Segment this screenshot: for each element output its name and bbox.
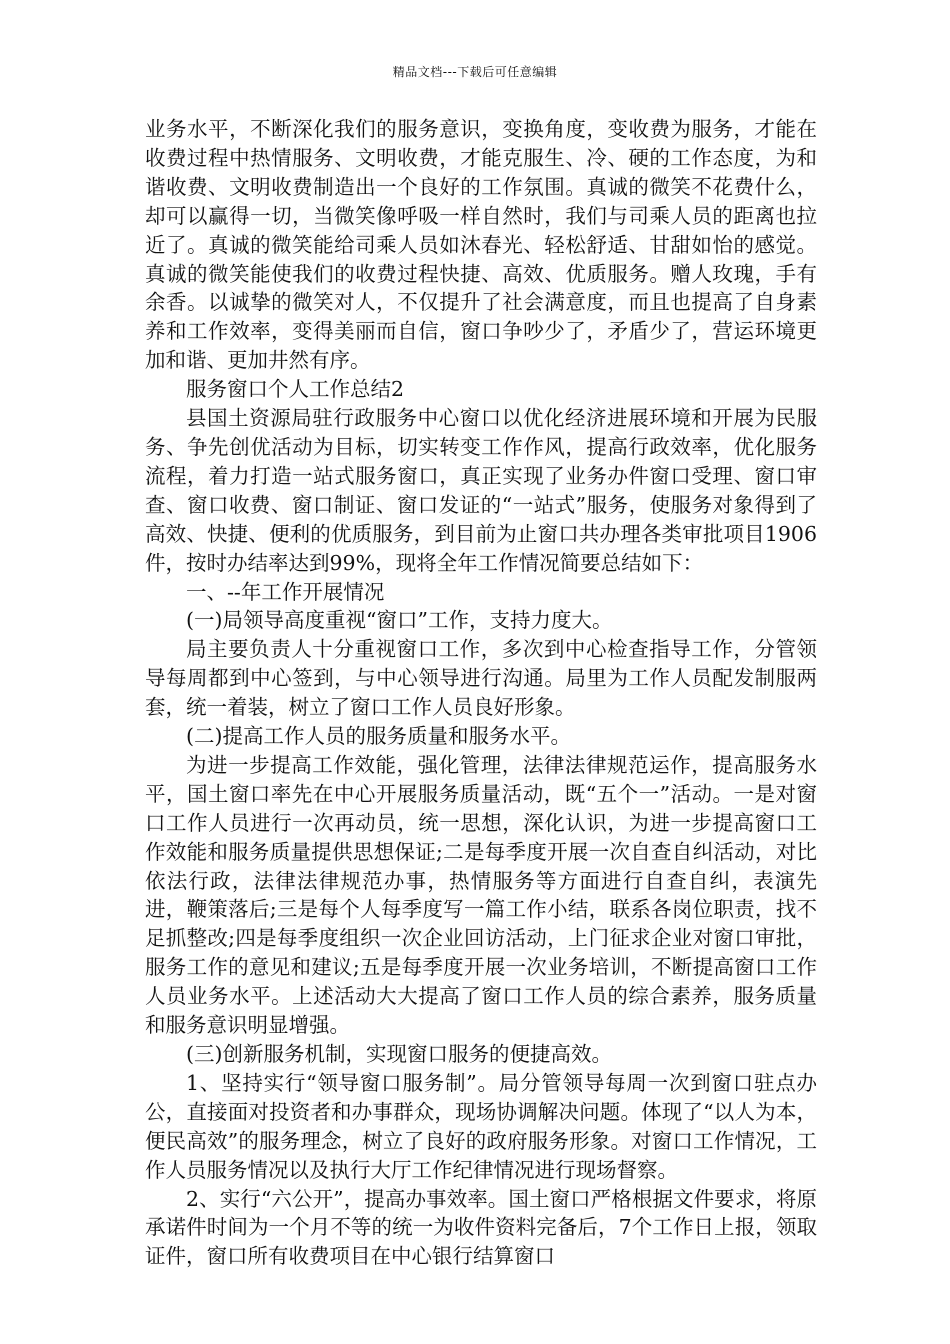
section-title-summary-2: 服务窗口个人工作总结2 [186,377,405,402]
paragraph-service-quality: 为进一步提高工作效能，强化管理，法律法律规范运作，提高服务水平，国土窗口率先在中心开展服务质量活动，既“五个一”活动。一是对窗口工作人员进行一次再动员，统一思想，深化认识，为进一步提高窗口工作效能和服务质量提供思想保证;二是每季度开展一次自查自纠活动，对比依法行政，法律法律规范办事，热情服务等方面进行自查自纠，表演先进，鞭策落后;三是每个人每季度写一篇工作小结，联系各岗位职责，找不足抓整改;四是每季度组织一次企业回访活动，上门征求企业对窗口审批，服务工作的意见和建议;五是每季度开展一次业务培训，不断提高窗口工作人员业务水平。上述活动大大提高了窗口工作人员的综合素养，服务质量和服务意识明显增强。 [145,752,817,1038]
page-header: 精品文档---下载后可任意编辑 [392,65,558,79]
subheading-service-quality: (二)提高工作人员的服务质量和服务水平。 [186,724,571,749]
paragraph-six-public: 2、实行“六公开”，提高办事效率。国土窗口严格根据文件要求，将原承诺件时间为一个月不等的统一为收件资料完备后，7个工作日上报，领取证件，窗口所有收费项目在中心银行结算窗口 [145,1186,817,1269]
paragraph-bureau-intro: 县国土资源局驻行政服务中心窗口以优化经济进展环境和开展为民服务、争先创优活动为目标，切实转变工作作风，提高行政效率，优化服务流程，着力打造一站式服务窗口，真正实现了业务办件窗口受理、窗口审查、窗口收费、窗口制证、窗口发证的“一站式”服务，使服务对象得到了高效、快捷、便利的优质服务，到目前为止窗口共办理各类审批项目1906件，按时办结率达到99%，现将全年工作情况简要总结如下： [145,406,817,575]
paragraph-service-attitude: 业务水平，不断深化我们的服务意识，变换角度，变收费为服务，才能在收费过程中热情服务、文明收费，才能克服生、冷、硬的工作态度，为和谐收费、文明收费制造出一个良好的工作氛围。真诚的微笑不花费什么，却可以赢得一切，当微笑像呼吸一样自然时，我们与司乘人员的距离也拉近了。真诚的微笑能给司乘人员如沐春光、轻松舒适、甘甜如怡的感觉。真诚的微笑能使我们的收费过程快捷、高效、优质服务。赠人玫瑰，手有余香。以诚挚的微笑对人，不仅提升了社会满意度，而且也提高了自身素养和工作效率，变得美丽而自信，窗口争吵少了，矛盾少了，营运环境更加和谐、更加井然有序。 [145,117,817,373]
paragraph-leader-window: 1、坚持实行“领导窗口服务制”。局分管领导每周一次到窗口驻点办公，直接面对投资者和办事群众，现场协调解决问题。体现了“以人为本，便民高效”的服务理念，树立了良好的政府服务形象。对窗口工作情况，工作人员服务情况以及执行大厅工作纪律情况进行现场督察。 [145,1070,817,1182]
heading-year-work: 一、--年工作开展情况 [186,579,385,604]
subheading-service-mechanism: (三)创新服务机制，实现窗口服务的便捷高效。 [186,1042,612,1066]
document-body [145,115,817,1271]
subheading-leadership: (一)局领导高度重视“窗口”工作，支持力度大。 [186,608,613,633]
paragraph-leadership: 局主要负责人十分重视窗口工作，多次到中心检查指导工作，分管领导每周都到中心签到，与中心领导进行沟通。局里为工作人员配发制服两套，统一着装，树立了窗口工作人员良好形象。 [145,637,817,720]
